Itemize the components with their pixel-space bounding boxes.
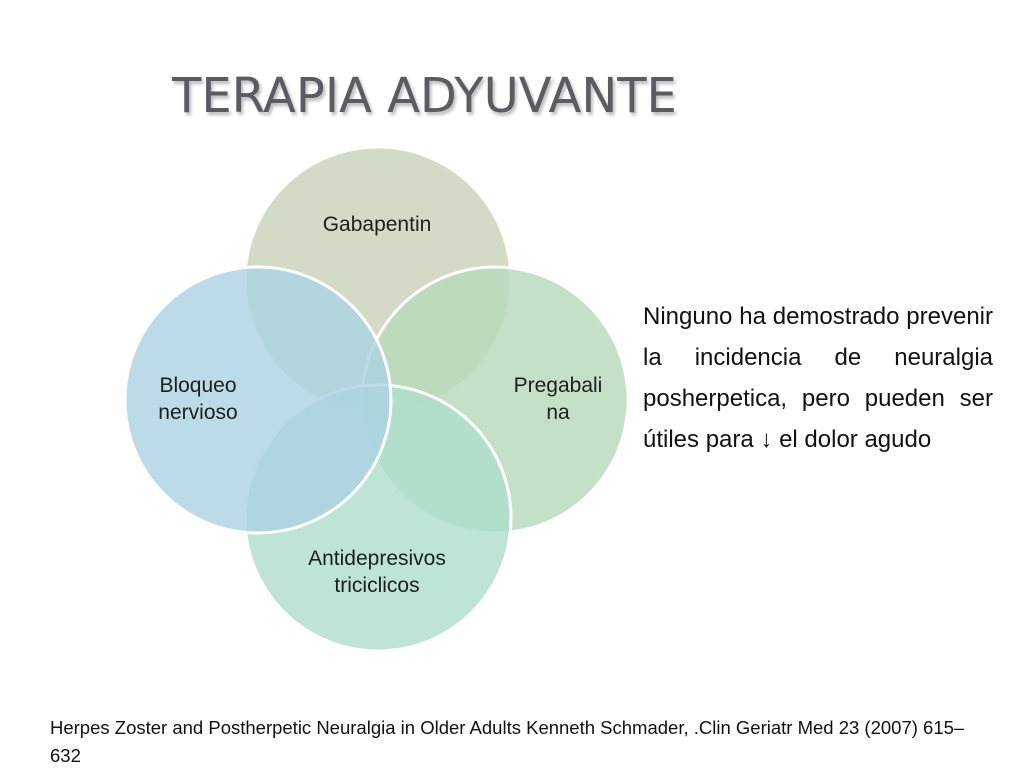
circle-label-bloqueo: Bloqueo nervioso	[158, 374, 238, 424]
circle-label-pregabalina: Pregabali na	[513, 374, 603, 424]
circle-label-gabapentin: Gabapentin	[322, 213, 432, 236]
slide-title: TERAPIA ADYUVANTE	[172, 68, 677, 124]
reference-citation: Herpes Zoster and Postherpetic Neuralgia in Older Adults Kenneth Schmader, .Clin Geriatr Med 23 (2007) 615–632	[50, 717, 965, 766]
circle-label-antidepresivos: Antidepresivos triciclicos	[308, 547, 446, 597]
side-note: Ninguno ha demostrado prevenir la incidencia de neuralgia posherpetica, pero pueden ser útiles para ↓ el dolor agudo	[643, 303, 993, 453]
